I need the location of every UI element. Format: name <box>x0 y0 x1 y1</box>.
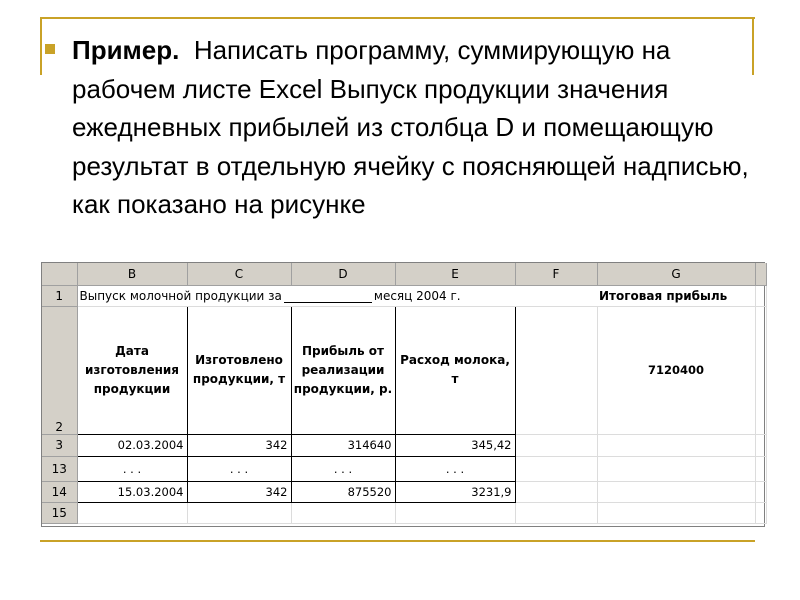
table-cell[interactable]: 02.03.2004 <box>77 434 187 456</box>
column-header-f[interactable]: F <box>515 263 597 285</box>
table-cell[interactable]: 342 <box>187 434 291 456</box>
header-profit-cell[interactable]: Прибыль от реализации продукции, р. <box>291 306 395 434</box>
row-header-2[interactable]: 2 <box>42 306 77 434</box>
result-label-cell[interactable]: Итоговая прибыль <box>597 285 755 306</box>
table-cell[interactable] <box>597 434 755 456</box>
row-header-14[interactable]: 14 <box>42 481 77 502</box>
table-cell[interactable]: 3231,9 <box>395 481 515 502</box>
table-cell[interactable] <box>515 434 597 456</box>
table-cell[interactable] <box>291 502 395 523</box>
column-header-h[interactable] <box>755 263 766 285</box>
cell-h1[interactable] <box>755 285 766 306</box>
header-milk-cell[interactable]: Расход молока, т <box>395 306 515 434</box>
row-header-15[interactable]: 15 <box>42 502 77 523</box>
table-cell[interactable]: 314640 <box>291 434 395 456</box>
sheet-title-right: месяц 2004 г. <box>373 288 461 303</box>
slide-text <box>72 31 752 224</box>
table-cell[interactable] <box>395 502 515 523</box>
column-header-e[interactable]: E <box>395 263 515 285</box>
table-cell[interactable] <box>755 434 766 456</box>
table-cell[interactable] <box>515 502 597 523</box>
bullet-square-icon <box>45 44 55 54</box>
table-cell[interactable] <box>187 502 291 523</box>
excel-sheet <box>41 262 765 527</box>
slide-frame-right <box>752 17 754 75</box>
result-value-cell[interactable]: 7120400 <box>597 306 755 434</box>
table-cell[interactable] <box>755 456 766 481</box>
header-produced-cell[interactable]: Изготовлено продукции, т <box>187 306 291 434</box>
table-cell[interactable] <box>755 481 766 502</box>
table-cell[interactable] <box>77 502 187 523</box>
column-header-d[interactable]: D <box>291 263 395 285</box>
slide-frame-bottom <box>40 540 755 542</box>
table-cell[interactable] <box>515 481 597 502</box>
table-cell[interactable] <box>597 502 755 523</box>
example-lead: Пример. <box>72 35 180 65</box>
sheet-title-left: Выпуск молочной продукции за <box>79 288 282 303</box>
header-date-cell[interactable]: Дата изготовления продукции <box>77 306 187 434</box>
table-cell[interactable]: 875520 <box>291 481 395 502</box>
column-header-b[interactable]: B <box>77 263 187 285</box>
sheet-title-cell[interactable] <box>77 285 597 306</box>
select-all-corner[interactable] <box>42 263 77 285</box>
row-header-13[interactable]: 13 <box>42 456 77 481</box>
table-cell[interactable]: . . . <box>187 456 291 481</box>
table-cell[interactable] <box>597 456 755 481</box>
row-header-3[interactable]: 3 <box>42 434 77 456</box>
table-cell[interactable]: 345,42 <box>395 434 515 456</box>
cell-f2[interactable] <box>515 306 597 434</box>
slide-frame-top <box>40 17 755 19</box>
table-cell[interactable] <box>515 456 597 481</box>
task-text: Написать программу, суммирующую на рабочем листе Excel Выпуск продукции значения ежедневных прибылей из столбца D и помещающую результат в отдельную ячейку с поясняющей надписью, как показано на рисунке <box>72 35 749 219</box>
month-blank-line <box>284 291 372 303</box>
table-cell[interactable]: . . . <box>77 456 187 481</box>
table-cell[interactable] <box>597 481 755 502</box>
table-cell[interactable] <box>755 502 766 523</box>
table-cell[interactable]: . . . <box>291 456 395 481</box>
slide-frame-left <box>40 17 42 75</box>
table-cell[interactable]: . . . <box>395 456 515 481</box>
column-header-c[interactable]: C <box>187 263 291 285</box>
cell-h2[interactable] <box>755 306 766 434</box>
row-header-1[interactable]: 1 <box>42 285 77 306</box>
table-cell[interactable]: 342 <box>187 481 291 502</box>
column-header-g[interactable]: G <box>597 263 755 285</box>
table-cell[interactable]: 15.03.2004 <box>77 481 187 502</box>
